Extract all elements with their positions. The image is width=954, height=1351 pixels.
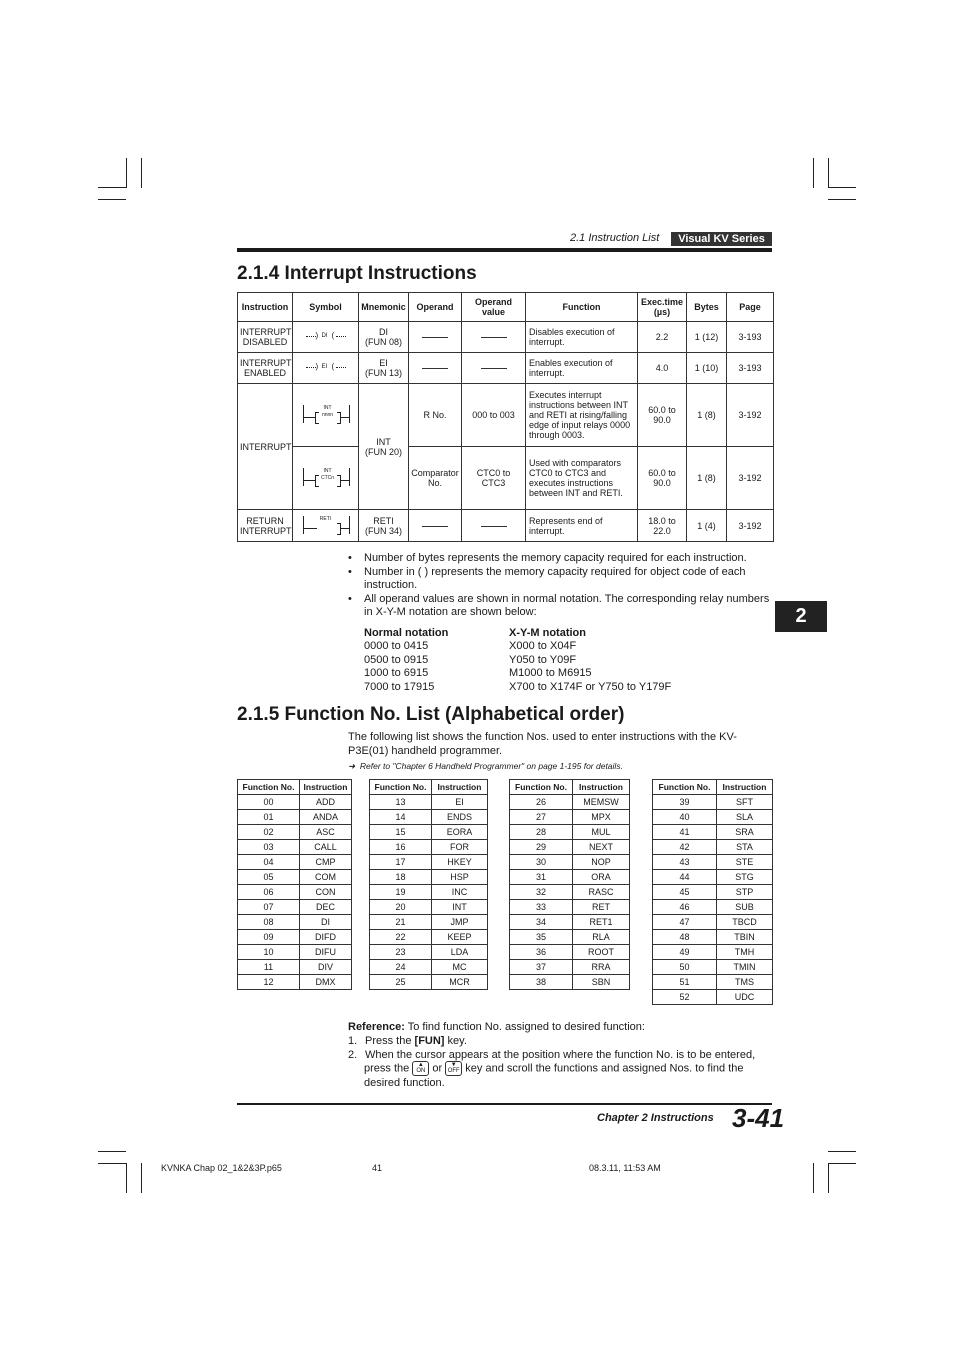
instruction-name-cell: EORA xyxy=(432,825,488,840)
symbol-cell xyxy=(293,353,359,384)
instruction-name-cell: STE xyxy=(717,855,773,870)
instruction-name-cell: DIV xyxy=(300,960,352,975)
crop-mark xyxy=(813,1163,814,1193)
table-row xyxy=(370,900,488,915)
function-no-cell: 07 xyxy=(238,900,300,915)
table-row xyxy=(510,870,630,885)
instruction-cell: RETURN INTERRUPT xyxy=(238,510,293,542)
function-no-cell: 19 xyxy=(370,885,432,900)
table-row xyxy=(510,975,630,990)
function-no-cell: 39 xyxy=(653,795,717,810)
step-1: 1. Press the [FUN] key. xyxy=(348,1035,467,1047)
instruction-name-cell: JMP xyxy=(432,915,488,930)
operand-cell: R No. xyxy=(409,384,462,447)
instruction-name-cell: SLA xyxy=(717,810,773,825)
function-no-cell: 47 xyxy=(653,915,717,930)
instruction-name-cell: SUB xyxy=(717,900,773,915)
table-row xyxy=(238,960,352,975)
instruction-name-cell: CALL xyxy=(300,840,352,855)
function-no-cell: 31 xyxy=(510,870,573,885)
table-row xyxy=(510,900,630,915)
notation-normal: 1000 to 6915 xyxy=(364,667,429,679)
function-no-cell: 05 xyxy=(238,870,300,885)
instruction-name-cell: ORA xyxy=(573,870,630,885)
instruction-name-cell: STP xyxy=(717,885,773,900)
function-no-cell: 21 xyxy=(370,915,432,930)
crop-mark xyxy=(141,1163,142,1193)
function-no-cell: 11 xyxy=(238,960,300,975)
function-cell: Represents end of interrupt. xyxy=(526,510,638,542)
instruction-name-cell: STA xyxy=(717,840,773,855)
mnemonic-cell: DI (FUN 08) xyxy=(359,322,409,353)
notation-xym: M1000 to M6915 xyxy=(509,667,592,679)
function-no-cell: 48 xyxy=(653,930,717,945)
function-no-cell: 42 xyxy=(653,840,717,855)
instruction-cell: INTERRUPT ENABLED xyxy=(238,353,293,384)
instruction-name-cell: RRA xyxy=(573,960,630,975)
instruction-name-cell: TMH xyxy=(717,945,773,960)
instruction-name-cell: TBIN xyxy=(717,930,773,945)
instruction-name-cell: NOP xyxy=(573,855,630,870)
function-no-cell: 27 xyxy=(510,810,573,825)
function-no-cell: 52 xyxy=(653,990,717,1005)
function-no-cell: 45 xyxy=(653,885,717,900)
col-header: Function No. xyxy=(510,780,573,795)
table-row xyxy=(510,840,630,855)
function-no-cell: 03 xyxy=(238,840,300,855)
page-cell: 3-192 xyxy=(727,510,774,542)
crop-mark xyxy=(98,1163,126,1164)
function-no-cell: 16 xyxy=(370,840,432,855)
table-row xyxy=(238,915,352,930)
function-no-cell: 04 xyxy=(238,855,300,870)
function-no-cell: 36 xyxy=(510,945,573,960)
table-row xyxy=(238,322,774,353)
col-header: Mnemonic xyxy=(359,293,409,322)
function-no-cell: 18 xyxy=(370,870,432,885)
exec-time-cell: 18.0 to 22.0 xyxy=(638,510,687,542)
table-row xyxy=(653,870,773,885)
function-no-cell: 02 xyxy=(238,825,300,840)
function-cell: Disables execution of interrupt. xyxy=(526,322,638,353)
table-row xyxy=(510,825,630,840)
instruction-name-cell: HKEY xyxy=(432,855,488,870)
instruction-name-cell: RET1 xyxy=(573,915,630,930)
table-row xyxy=(370,915,488,930)
off-key-icon: ▼ OFF xyxy=(445,1061,462,1076)
series-badge: Visual KV Series xyxy=(671,232,772,246)
function-no-cell: 01 xyxy=(238,810,300,825)
function-no-cell: 17 xyxy=(370,855,432,870)
crop-mark xyxy=(828,1151,856,1152)
function-cell: Enables execution of interrupt. xyxy=(526,353,638,384)
table-row xyxy=(370,885,488,900)
intro-text: P3E(01) handheld programmer. xyxy=(348,745,503,757)
table-row xyxy=(653,885,773,900)
mnemonic-cell: INT (FUN 20) xyxy=(359,384,409,510)
crop-mark xyxy=(126,1163,127,1193)
on-key-icon: ▲ ON xyxy=(412,1061,429,1076)
col-header: Operand xyxy=(409,293,462,322)
table-row xyxy=(238,870,352,885)
instruction-name-cell: CMP xyxy=(300,855,352,870)
page-cell: 3-192 xyxy=(727,447,774,510)
table-row xyxy=(238,900,352,915)
crop-mark xyxy=(828,1163,829,1193)
crop-mark xyxy=(828,1163,856,1164)
int-ctcn-symbol: INT CTCn xyxy=(301,468,351,486)
col-header: Instruction xyxy=(432,780,488,795)
instruction-name-cell: DIFU xyxy=(300,945,352,960)
section-title-2-1-4: 2.1.4 Interrupt Instructions xyxy=(237,263,477,284)
table-header-row xyxy=(238,293,774,322)
instruction-name-cell: SRA xyxy=(717,825,773,840)
table-row xyxy=(653,840,773,855)
table-row xyxy=(238,810,352,825)
function-no-cell: 22 xyxy=(370,930,432,945)
function-no-cell: 49 xyxy=(653,945,717,960)
table-row xyxy=(238,795,352,810)
table-row xyxy=(370,960,488,975)
crop-mark xyxy=(98,1151,126,1152)
instruction-name-cell: RASC xyxy=(573,885,630,900)
footer-chapter: Chapter 2 Instructions xyxy=(597,1112,714,1124)
page-cell: 3-193 xyxy=(727,322,774,353)
function-no-cell: 50 xyxy=(653,960,717,975)
exec-time-cell: 60.0 to 90.0 xyxy=(638,384,687,447)
function-no-cell: 32 xyxy=(510,885,573,900)
instruction-name-cell: KEEP xyxy=(432,930,488,945)
table-row xyxy=(653,945,773,960)
operand-value-cell xyxy=(462,322,526,353)
mnemonic-cell: EI (FUN 13) xyxy=(359,353,409,384)
table-row xyxy=(238,353,774,384)
function-no-cell: 28 xyxy=(510,825,573,840)
reti-symbol: RETI xyxy=(301,516,351,534)
col-header: Exec.time (µs) xyxy=(638,293,687,322)
bytes-cell: 1 (8) xyxy=(687,447,727,510)
function-no-cell: 34 xyxy=(510,915,573,930)
table-row xyxy=(510,795,630,810)
instruction-name-cell: RLA xyxy=(573,930,630,945)
col-header: Function No. xyxy=(238,780,300,795)
instruction-name-cell: CON xyxy=(300,885,352,900)
col-header: Function No. xyxy=(370,780,432,795)
instruction-name-cell: ADD xyxy=(300,795,352,810)
instruction-name-cell: DIFD xyxy=(300,930,352,945)
instruction-name-cell: EI xyxy=(432,795,488,810)
crop-mark xyxy=(828,199,856,200)
operand-value-cell xyxy=(462,353,526,384)
function-no-cell: 24 xyxy=(370,960,432,975)
symbol-cell xyxy=(293,322,359,353)
function-no-cell: 44 xyxy=(653,870,717,885)
operand-cell xyxy=(409,322,462,353)
notation-header-xym: X-Y-M notation xyxy=(509,627,586,639)
instruction-name-cell: MCR xyxy=(432,975,488,990)
function-no-cell: 08 xyxy=(238,915,300,930)
footer-rule xyxy=(237,1103,772,1105)
running-header-section: 2.1 Instruction List xyxy=(570,232,660,244)
table-row xyxy=(653,915,773,930)
section-title-2-1-5: 2.1.5 Function No. List (Alphabetical order) xyxy=(237,704,625,725)
table-row xyxy=(510,960,630,975)
operand-cell: Comparator No. xyxy=(409,447,462,510)
instruction-name-cell: ROOT xyxy=(573,945,630,960)
function-no-cell: 10 xyxy=(238,945,300,960)
reference-line: Reference: To find function No. assigned to desired function: xyxy=(348,1021,645,1033)
function-no-cell: 12 xyxy=(238,975,300,990)
interrupt-instructions-table xyxy=(237,292,774,542)
bytes-cell: 1 (12) xyxy=(687,322,727,353)
notation-xym: X700 to X174F or Y750 to Y179F xyxy=(509,681,672,693)
table-row xyxy=(238,384,774,447)
table-row xyxy=(370,855,488,870)
bytes-cell: 1 (10) xyxy=(687,353,727,384)
table-row xyxy=(238,825,352,840)
mnemonic-cell: RETI (FUN 34) xyxy=(359,510,409,542)
function-list-table xyxy=(369,779,488,990)
exec-time-cell: 60.0 to 90.0 xyxy=(638,447,687,510)
table-row xyxy=(370,945,488,960)
instruction-name-cell: DI xyxy=(300,915,352,930)
instruction-name-cell: HSP xyxy=(432,870,488,885)
table-row xyxy=(238,840,352,855)
function-no-cell: 35 xyxy=(510,930,573,945)
table-row xyxy=(510,855,630,870)
page-number: 3-41 xyxy=(732,1103,785,1133)
slug-date: 08.3.11, 11:53 AM xyxy=(589,1163,661,1173)
table-row xyxy=(370,840,488,855)
table-row xyxy=(238,855,352,870)
function-no-cell: 43 xyxy=(653,855,717,870)
function-cell: Executes interrupt instructions between INT and RETI at rising/falling edge of input relays 0000 through 0003. xyxy=(526,384,638,447)
table-row xyxy=(653,825,773,840)
instruction-name-cell: INT xyxy=(432,900,488,915)
instruction-name-cell: STG xyxy=(717,870,773,885)
instruction-name-cell: LDA xyxy=(432,945,488,960)
col-header: Instruction xyxy=(238,293,293,322)
operand-value-cell: 000 to 003 xyxy=(462,384,526,447)
table-row xyxy=(370,975,488,990)
table-row xyxy=(653,960,773,975)
function-no-cell: 23 xyxy=(370,945,432,960)
instruction-name-cell: INC xyxy=(432,885,488,900)
table-row xyxy=(238,885,352,900)
instruction-name-cell: TMIN xyxy=(717,960,773,975)
reference-note: ➜ Refer to "Chapter 6 Handheld Programmer" on page 1-195 for details. xyxy=(348,761,623,771)
col-header: Symbol xyxy=(293,293,359,322)
chapter-tab: 2 xyxy=(775,601,827,632)
function-no-cell: 38 xyxy=(510,975,573,990)
bytes-cell: 1 (4) xyxy=(687,510,727,542)
function-no-cell: 33 xyxy=(510,900,573,915)
function-no-cell: 40 xyxy=(653,810,717,825)
notation-xym: Y050 to Y09F xyxy=(509,654,577,666)
instruction-name-cell: MUL xyxy=(573,825,630,840)
crop-mark xyxy=(98,199,126,200)
intro-text: The following list shows the function Nos. used to enter instructions with the KV- xyxy=(348,731,737,743)
crop-mark xyxy=(98,187,126,188)
instruction-name-cell: SFT xyxy=(717,795,773,810)
table-row xyxy=(510,915,630,930)
ei-contact-symbol: ) EI ( xyxy=(304,362,348,372)
table-row xyxy=(653,795,773,810)
notation-xym: X000 to X04F xyxy=(509,640,577,652)
instruction-name-cell: TBCD xyxy=(717,915,773,930)
instruction-name-cell: NEXT xyxy=(573,840,630,855)
page-cell: 3-192 xyxy=(727,384,774,447)
function-no-cell: 37 xyxy=(510,960,573,975)
exec-time-cell: 4.0 xyxy=(638,353,687,384)
bytes-cell: 1 (8) xyxy=(687,384,727,447)
operand-cell xyxy=(409,353,462,384)
table-row xyxy=(510,885,630,900)
table-row xyxy=(653,900,773,915)
function-cell: Used with comparators CTC0 to CTC3 and executes instructions between INT and RETI. xyxy=(526,447,638,510)
function-no-cell: 06 xyxy=(238,885,300,900)
instruction-cell: INTERRUPT DISABLED xyxy=(238,322,293,353)
instruction-name-cell: MEMSW xyxy=(573,795,630,810)
notation-normal: 0500 to 0915 xyxy=(364,654,429,666)
col-header: Operand value xyxy=(462,293,526,322)
col-header: Page xyxy=(727,293,774,322)
table-row xyxy=(370,795,488,810)
step-2-keys: press the ▲ ON or ▼ OFF key and scroll the functions and assigned Nos. to find the xyxy=(364,1062,744,1075)
instruction-name-cell: UDC xyxy=(717,990,773,1005)
instruction-name-cell: FOR xyxy=(432,840,488,855)
arrow-icon: ➜ xyxy=(348,761,356,771)
instruction-name-cell: ANDA xyxy=(300,810,352,825)
instruction-name-cell: MPX xyxy=(573,810,630,825)
col-header: Instruction xyxy=(717,780,773,795)
step-2-end: desired function. xyxy=(364,1077,445,1089)
col-header: Function xyxy=(526,293,638,322)
function-no-cell: 14 xyxy=(370,810,432,825)
symbol-cell xyxy=(293,510,359,542)
int-nnnn-symbol: INT nnnn xyxy=(301,405,351,423)
col-header: Instruction xyxy=(300,780,352,795)
table-row xyxy=(238,930,352,945)
notation-header-normal: Normal notation xyxy=(364,627,449,639)
operand-value-cell xyxy=(462,510,526,542)
crop-mark xyxy=(828,187,856,188)
function-no-cell: 15 xyxy=(370,825,432,840)
exec-time-cell: 2.2 xyxy=(638,322,687,353)
symbol-cell xyxy=(293,384,359,447)
function-no-cell: 30 xyxy=(510,855,573,870)
header-rule xyxy=(237,248,772,252)
function-list-table xyxy=(509,779,630,990)
instruction-name-cell: ASC xyxy=(300,825,352,840)
table-row xyxy=(653,975,773,990)
operand-cell xyxy=(409,510,462,542)
table-row xyxy=(653,930,773,945)
crop-mark xyxy=(828,158,829,188)
table-row xyxy=(653,810,773,825)
slug-file: KVNKA Chap 02_1&2&3P.p65 xyxy=(161,1163,282,1173)
function-no-cell: 26 xyxy=(510,795,573,810)
di-contact-symbol: ) DI ( xyxy=(304,331,348,341)
function-no-cell: 20 xyxy=(370,900,432,915)
function-list-table xyxy=(652,779,773,1005)
table-row xyxy=(370,930,488,945)
col-header: Function No. xyxy=(653,780,717,795)
slug-number: 41 xyxy=(372,1163,383,1173)
function-no-cell: 00 xyxy=(238,795,300,810)
instruction-name-cell: COM xyxy=(300,870,352,885)
table-row xyxy=(370,870,488,885)
instruction-cell: INTERRUPT xyxy=(238,384,293,510)
function-no-cell: 29 xyxy=(510,840,573,855)
table-row xyxy=(653,855,773,870)
function-no-cell: 41 xyxy=(653,825,717,840)
table-row xyxy=(238,945,352,960)
notation-normal: 0000 to 0415 xyxy=(364,640,429,652)
crop-mark xyxy=(141,158,142,188)
table-row xyxy=(238,975,352,990)
instruction-name-cell: ENDS xyxy=(432,810,488,825)
crop-mark xyxy=(813,158,814,188)
instruction-name-cell: SBN xyxy=(573,975,630,990)
function-no-cell: 09 xyxy=(238,930,300,945)
function-no-cell: 13 xyxy=(370,795,432,810)
instruction-name-cell: DEC xyxy=(300,900,352,915)
notation-normal: 7000 to 17915 xyxy=(364,681,435,693)
table-row xyxy=(510,810,630,825)
table-row xyxy=(510,930,630,945)
function-no-cell: 25 xyxy=(370,975,432,990)
function-list-table xyxy=(237,779,352,990)
instruction-name-cell: DMX xyxy=(300,975,352,990)
instruction-name-cell: MC xyxy=(432,960,488,975)
function-no-cell: 51 xyxy=(653,975,717,990)
table-row xyxy=(510,945,630,960)
step-2: 2. When the cursor appears at the position where the function No. is to be entered, xyxy=(348,1049,756,1061)
table-row xyxy=(238,447,774,510)
col-header: Instruction xyxy=(573,780,630,795)
crop-mark xyxy=(126,158,127,188)
instruction-name-cell: TMS xyxy=(717,975,773,990)
table-row xyxy=(653,990,773,1005)
table-row xyxy=(238,510,774,542)
instruction-name-cell: RET xyxy=(573,900,630,915)
table-row xyxy=(370,825,488,840)
symbol-cell xyxy=(293,447,359,510)
function-no-cell: 46 xyxy=(653,900,717,915)
page-cell: 3-193 xyxy=(727,353,774,384)
operand-value-cell: CTC0 to CTC3 xyxy=(462,447,526,510)
col-header: Bytes xyxy=(687,293,727,322)
table-row xyxy=(370,810,488,825)
